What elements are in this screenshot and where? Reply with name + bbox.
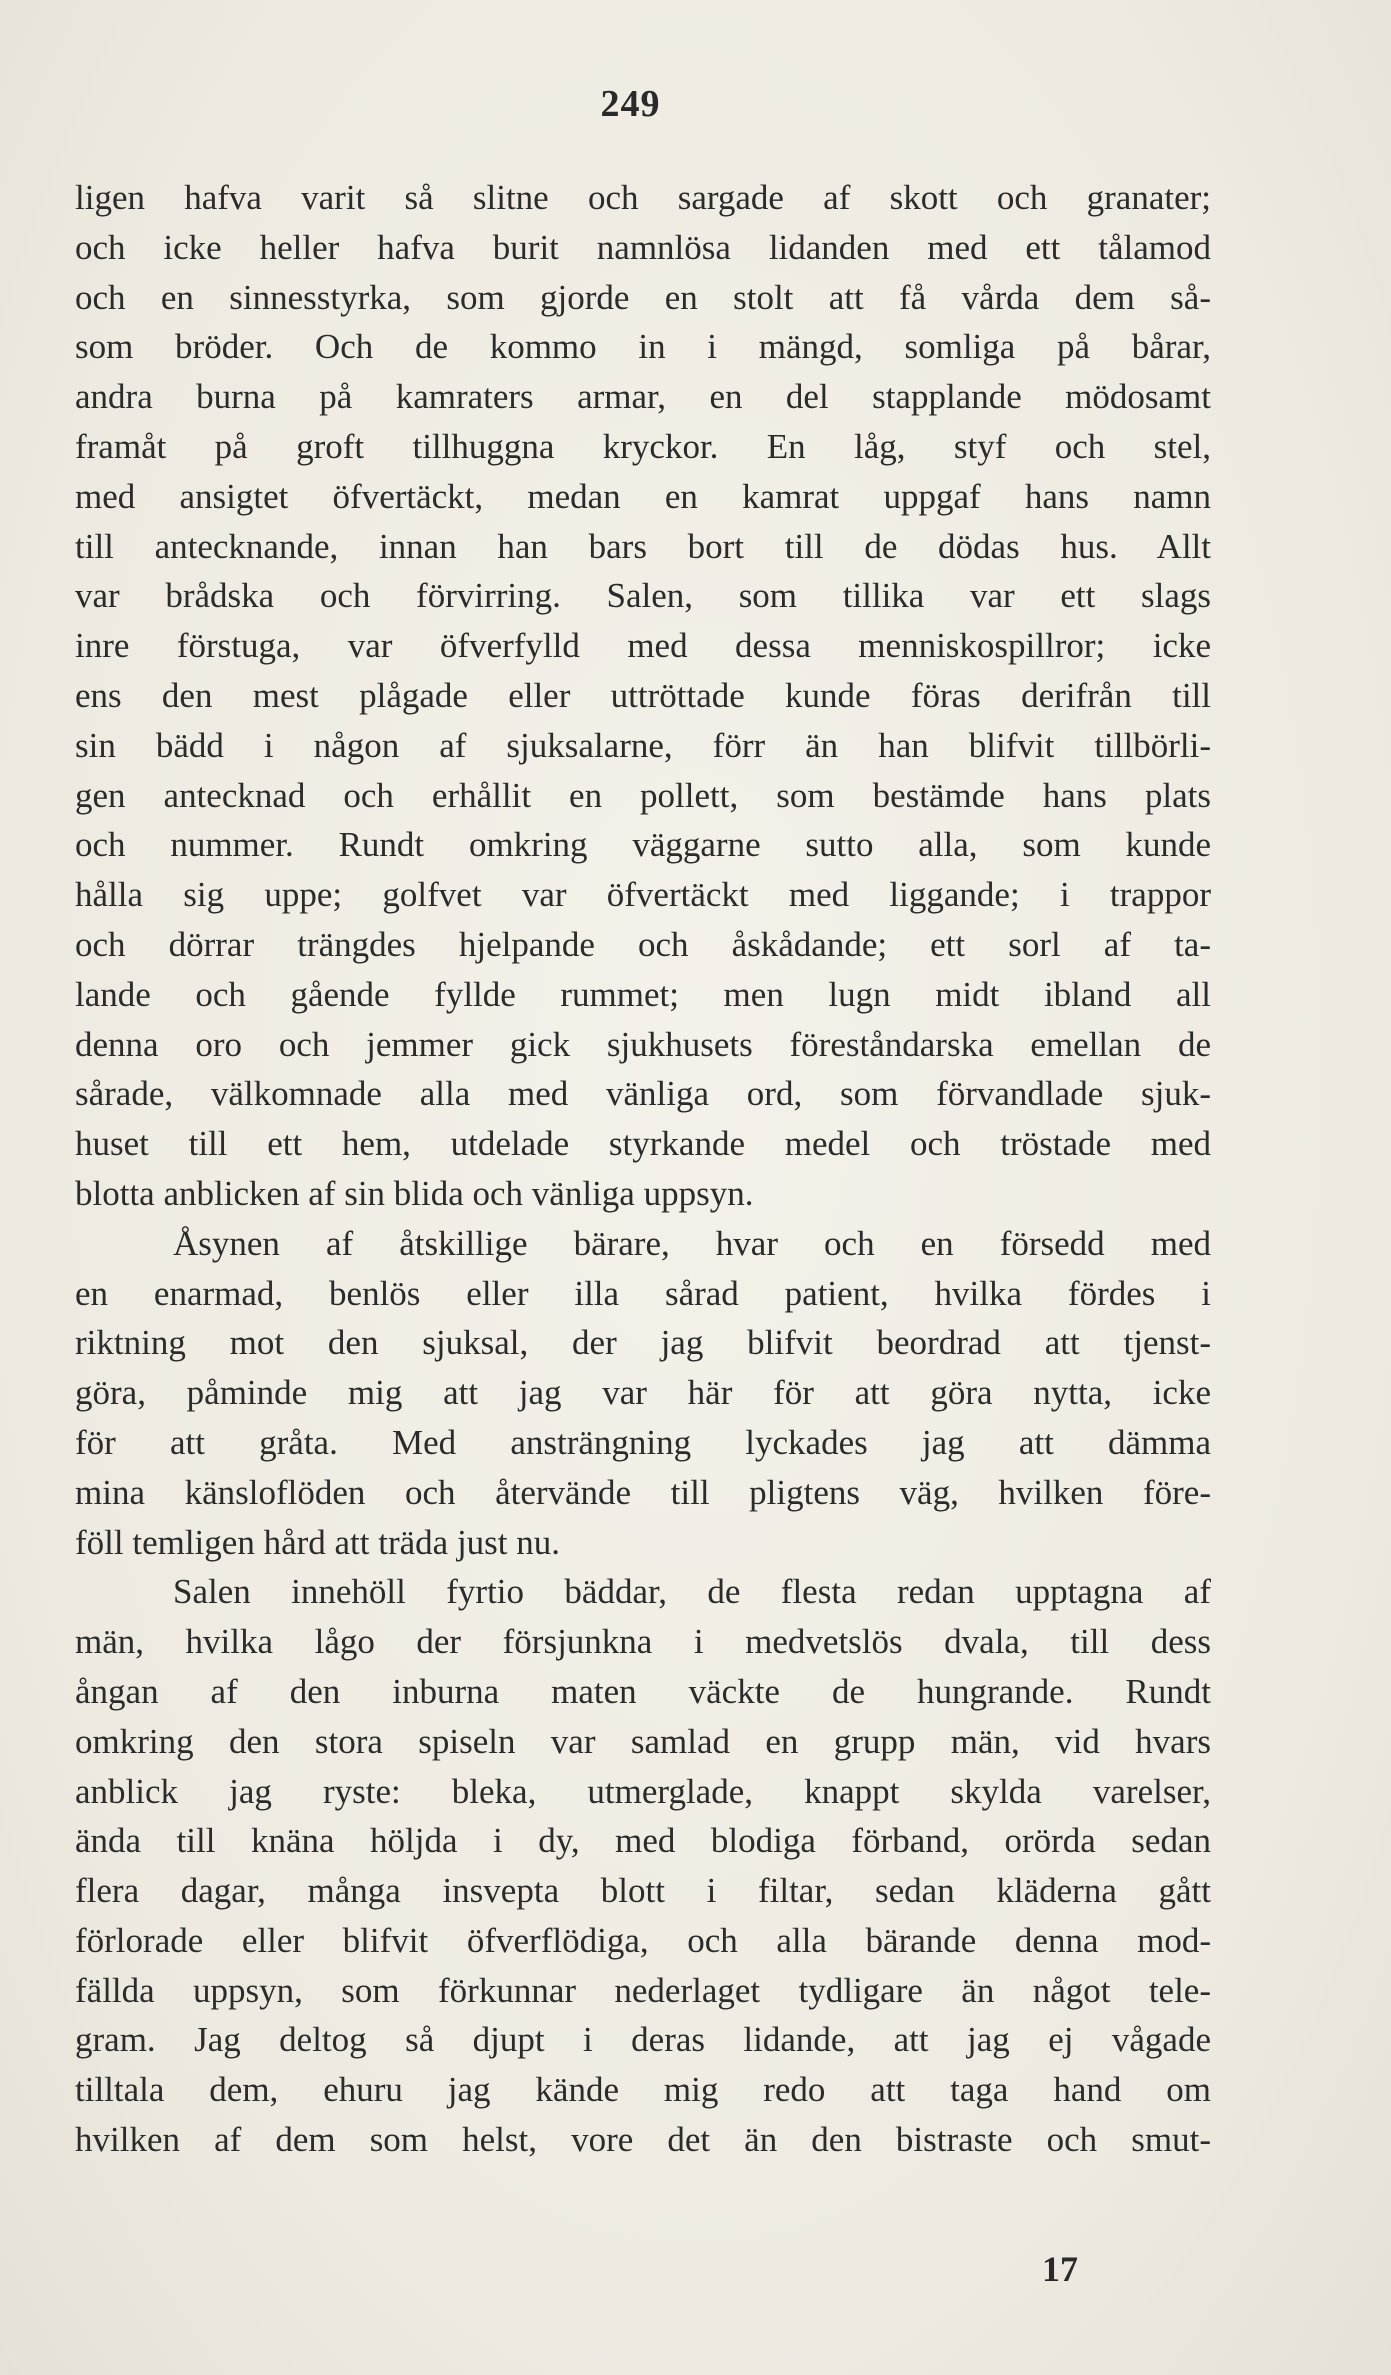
paragraph-end-line: blotta anblicken af sin blida och vänliga uppsyn. xyxy=(75,1173,754,1213)
text-line: ligen hafva varit så slitne och sargade af skott och granater; xyxy=(75,178,1211,217)
text-line: andra burna på kamraters armar, en del stapplande mödosamt xyxy=(75,377,1211,417)
text-line: ända till knäna höljda i dy, med blodiga förband, orörda sedan xyxy=(75,1821,1211,1861)
text-line: flera dagar, många insvepta blott i filtar, sedan kläderna gått xyxy=(75,1871,1211,1911)
text-line: riktning mot den sjuksal, der jag blifvit beordrad att tjenst- xyxy=(75,1323,1211,1363)
text-line: en enarmad, benlös eller illa sårad patient, hvilka fördes i xyxy=(75,1273,1211,1313)
text-line: till antecknande, innan han bars bort till de dödas hus. Allt xyxy=(75,526,1211,566)
text-line: gen antecknad och erhållit en pollett, som bestämde hans plats xyxy=(75,775,1211,815)
text-line: hvilken af dem som helst, vore det än den bistraste och smut- xyxy=(75,2120,1211,2160)
text-line: sin bädd i någon af sjuksalarne, förr än han blifvit tillbörli- xyxy=(75,725,1211,765)
text-line: framåt på groft tillhuggna kryckor. En låg, styf och stel, xyxy=(75,426,1211,466)
text-line: som bröder. Och de kommo in i mängd, somliga på bårar, xyxy=(75,327,1211,367)
text-line: och icke heller hafva burit namnlösa lidanden med ett tålamod xyxy=(75,227,1211,267)
text-line: med ansigtet öfvertäckt, medan en kamrat uppgaf hans namn xyxy=(75,476,1211,516)
text-line: denna oro och jemmer gick sjukhusets föreståndarska emellan de xyxy=(75,1024,1211,1064)
text-line: var brådska och förvirring. Salen, som tillika var ett slags xyxy=(75,576,1211,616)
text-line: hålla sig uppe; golfvet var öfvertäckt med liggande; i trappor xyxy=(75,875,1211,915)
signature-mark: 17 xyxy=(1042,2249,1078,2289)
paragraph-start-line: Salen innehöll fyrtio bäddar, de flesta redan upptagna af xyxy=(173,1572,1211,1612)
text-line: tilltala dem, ehuru jag kände mig redo att taga hand om xyxy=(75,2070,1211,2110)
page-number: 249 xyxy=(600,83,661,125)
paragraph-start-line: Åsynen af åtskillige bärare, hvar och en försedd med xyxy=(173,1223,1211,1263)
text-line: förlorade eller blifvit öfverflödiga, och alla bärande denna mod- xyxy=(75,1920,1211,1960)
text-line: sårade, välkomnade alla med vänliga ord, som förvandlade sjuk- xyxy=(75,1074,1211,1114)
text-line: och en sinnesstyrka, som gjorde en stolt att få vårda dem så- xyxy=(75,277,1211,317)
text-line: och dörrar trängdes hjelpande och åskådande; ett sorl af ta- xyxy=(75,924,1211,964)
text-line: gram. Jag deltog så djupt i deras lidande, att jag ej vågade xyxy=(75,2020,1211,2060)
text-line: fällda uppsyn, som förkunnar nederlaget tydligare än något tele- xyxy=(75,1970,1211,2010)
paragraph-end-line: föll temligen hård att träda just nu. xyxy=(75,1522,561,1562)
text-line: anblick jag ryste: bleka, utmerglade, knappt skylda varelser, xyxy=(75,1771,1211,1811)
text-line: ångan af den inburna maten väckte de hungrande. Rundt xyxy=(75,1671,1211,1711)
body-text xyxy=(75,173,1211,2165)
text-line: omkring den stora spiseln var samlad en grupp män, vid hvars xyxy=(75,1721,1211,1761)
text-line: ens den mest plågade eller uttröttade kunde föras derifrån till xyxy=(75,675,1211,715)
text-line: för att gråta. Med ansträngning lyckades jag att dämma xyxy=(75,1422,1211,1462)
text-line: mina känsloflöden och återvände till pligtens väg, hvilken före- xyxy=(75,1472,1211,1512)
text-line: inre förstuga, var öfverfylld med dessa menniskospillror; icke xyxy=(75,626,1211,666)
text-line: göra, påminde mig att jag var här för att göra nytta, icke xyxy=(75,1373,1211,1413)
text-line: och nummer. Rundt omkring väggarne sutto alla, som kunde xyxy=(75,825,1211,865)
text-line: huset till ett hem, utdelade styrkande medel och tröstade med xyxy=(75,1124,1211,1164)
text-line: män, hvilka lågo der försjunkna i medvetslös dvala, till dess xyxy=(75,1622,1211,1662)
text-line: lande och gående fyllde rummet; men lugn midt ibland all xyxy=(75,974,1211,1014)
